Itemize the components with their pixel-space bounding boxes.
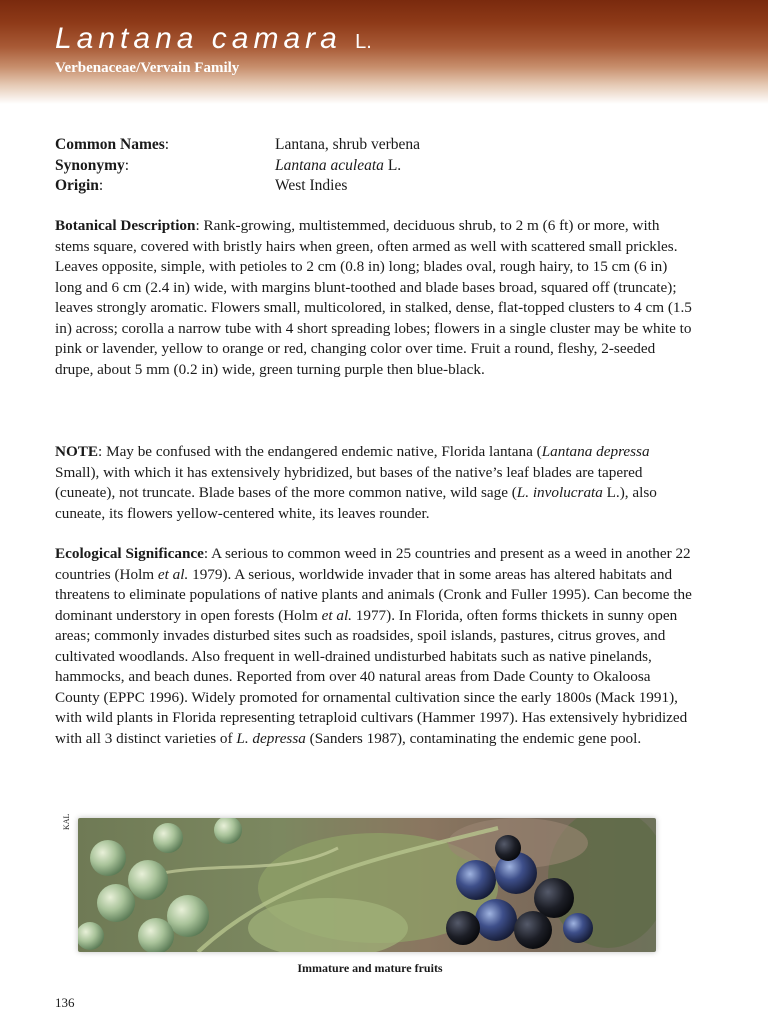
note-species-italic: L. involucrata — [516, 484, 603, 501]
note-species-italic: Lantana depressa — [541, 443, 650, 460]
ecological-italic: L. depressa — [236, 729, 306, 747]
species-author: L. — [355, 31, 372, 53]
ecological-italic: et al. — [157, 565, 189, 583]
colon: : — [164, 136, 170, 153]
note-heading: NOTE — [55, 443, 99, 460]
figure-caption: Immature and mature fruits — [297, 961, 443, 975]
ecological-text: 1977). In Florida, often forms thickets in sunny open areas; commonly invades disturbed sites such as roadsides, spoil islands, pastures, citrus groves, and cultivated woodlands. Also frequent in well-drained undisturbed habitats such as native pinelands, hammocks, and beach dunes. Reported from over 40 natural areas from Dade County to Okaloosa County (EPPC 1996). Widely promoted for ornamental cultivation since the early 1800s (Mack 1991), with wild plants in Florida representing tetraploid cultivars (Hammer 1997). Has extensively hybridized with all 3 distinct varieties of — [55, 606, 688, 747]
common-names-value: Lantana, shrub verbena — [275, 136, 421, 153]
botanical-description — [55, 216, 695, 380]
ecological-text: (Sanders 1987), contaminating the endemic gene pool. — [305, 729, 642, 747]
ecological-significance — [55, 544, 695, 749]
note-paragraph — [55, 442, 695, 524]
origin-label — [55, 176, 275, 197]
names-table — [55, 135, 695, 197]
common-names-label-text: Common Names — [55, 136, 165, 153]
fruit-photo — [78, 818, 656, 952]
colon: : — [98, 177, 104, 194]
origin-label-text: Origin — [55, 177, 99, 194]
ecological-text: 1979). A serious, worldwide invader that in some areas has altered habitats and threatens to eliminate populations of native plants and animals (Cronk and Fuller 1995). Can become the dominant understory in open forests (Holm — [55, 565, 692, 624]
synonymy-binomial: Lantana aculeata — [275, 156, 384, 174]
common-names-row — [55, 135, 695, 156]
fruit-photo-image — [78, 818, 656, 952]
synonymy-label — [55, 156, 275, 177]
note-text: : May be confused with the endangered endemic native, Florida lantana ( — [98, 443, 542, 460]
synonymy-author: L. — [383, 156, 402, 174]
note-text: Small), with which it has extensively hybridized, but bases of the native’s leaf blades are tapered (cuneate), not truncate. Blade bases of the more common native, wild sage ( — [55, 463, 643, 501]
synonymy-value — [275, 156, 401, 177]
species-title — [55, 22, 372, 56]
photo-credit: KAL — [62, 813, 71, 830]
colon: : — [124, 156, 130, 174]
note-text: L.), also cuneate, its flowers yellow-centered white, its leaves rounder. — [55, 484, 657, 522]
synonymy-row — [55, 156, 695, 177]
ecological-text: : A serious to common weed in 25 countries and present as a weed in another 22 countries (Holm — [55, 545, 691, 583]
ecological-italic: et al. — [321, 606, 352, 624]
origin-value: West Indies — [275, 177, 348, 194]
botanical-text: : Rank-growing, multistemmed, deciduous shrub, to 2 m (6 ft) or more, with stems square, covered with bristly hairs when green, often armed as well with scattered small prickles. Leaves opposite, simple, with petioles to 2 cm (0.8 in) long; blades oval, rough hairy, to 15 cm (6 in) long and 6 cm (2.4 in) wide, with margins blunt-toothed and blade bases broad, squared off (truncate); leaves strongly aromatic. Flowers small, multicolored, in stalked, dense, flat-topped clusters to 4 cm (1.5 in) across; corolla a narrow tube with 4 short spreading lobes; flowers in a single cluster may be white to pink or lavender, yellow to orange or red, changing color over time. Fruit a round, fleshy, 2-seeded drupe, about 5 mm (0.2 in) wide, green turning purple then blue-black. — [55, 217, 692, 378]
ecological-heading: Ecological Significance — [55, 545, 204, 562]
family-name: Verbenaceae/Vervain Family — [55, 60, 240, 76]
botanical-heading: Botanical Description — [55, 217, 196, 234]
species-name: Lantana camara — [55, 22, 342, 55]
page-number: 136 — [55, 995, 75, 1010]
synonymy-label-text: Synonymy — [55, 156, 125, 174]
origin-row — [55, 176, 695, 197]
common-names-label — [55, 135, 275, 156]
